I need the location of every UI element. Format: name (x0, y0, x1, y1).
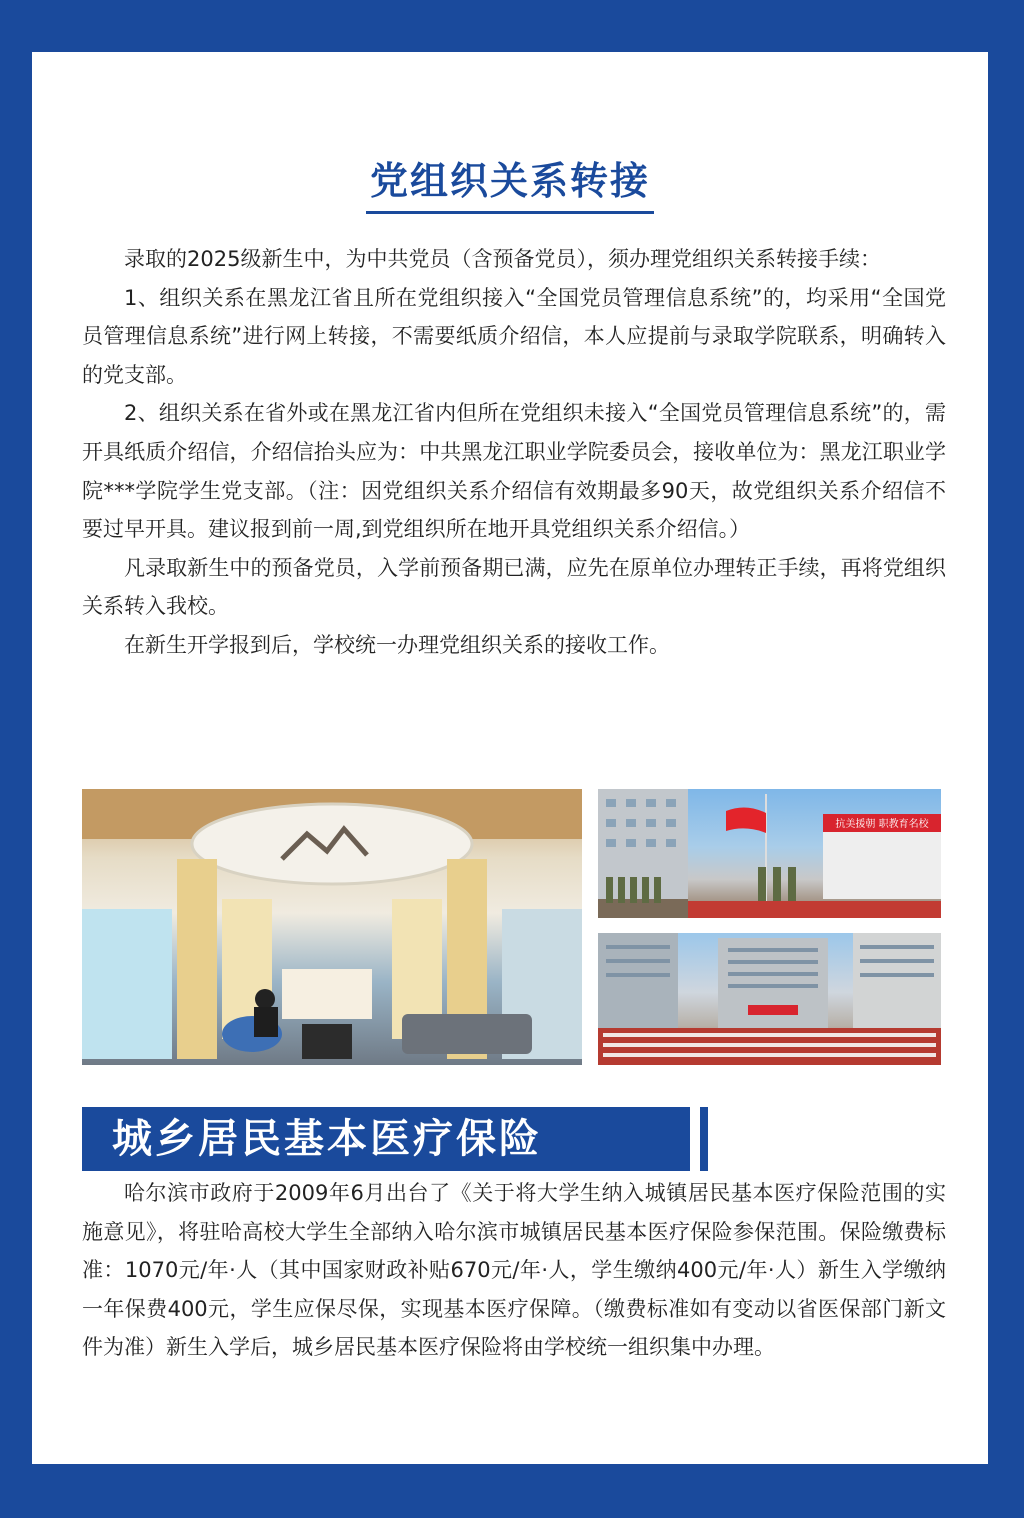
section1-body (82, 240, 946, 665)
paragraph: 录取的2025级新生中，为中共党员（含预备党员），须办理党组织关系转接手续： (124, 247, 881, 271)
section1-header (32, 150, 988, 214)
section2-body (82, 1174, 946, 1367)
paragraph: 1、组织关系在黑龙江省且所在党组织接入“全国党员管理信息系统”的，均采用“全国党员管理信息系统”进行网上转接，不需要纸质介绍信，本人应提前与录取学院联系，明确转入的党支部。 (82, 285, 946, 387)
opening-ceremony-photo (598, 933, 941, 1065)
section2-banner (82, 1107, 700, 1171)
paragraph: 凡录取新生中的预备党员，入学前预备期已满，应先在原单位办理转正手续，再将党组织关系转入我校。 (82, 555, 946, 619)
section1-title: 党组织关系转接 (366, 150, 654, 214)
flag-raising-photo (598, 789, 941, 918)
library-photo (82, 789, 582, 1065)
paragraph: 在新生开学报到后，学校统一办理党组织关系的接收工作。 (124, 632, 670, 657)
flag-building-banner: 抗美援朝 职教育名校 (835, 819, 929, 830)
section2-title: 城乡居民基本医疗保险 (112, 1116, 542, 1162)
paragraph: 2、组织关系在省外或在黑龙江省内但所在党组织未接入“全国党员管理信息系统”的，需开具纸质介绍信，介绍信抬头应为：中共黑龙江职业学院委员会，接收单位为：黑龙江职业学院***学院学生党支部。（注：因党组织关系介绍信有效期最多90天，故党组织关系介绍信不要过早开具。建议报到前一周,到党组织所在地开具党组织关系介绍信。） (82, 401, 946, 542)
paragraph: 哈尔滨市政府于2009年6月出台了《关于将大学生纳入城镇居民基本医疗保险范围的实施意见》，将驻哈高校大学生全部纳入哈尔滨市城镇居民基本医疗保险参保范围。保险缴费标准：1070元/年·人（其中国家财政补贴670元/年·人，学生缴纳400元/年·人）新生入学缴纳一年保费400元，学生应保尽保，实现基本医疗保障。（缴费标准如有变动以省医保部门新文件为准）新生入学后，城乡居民基本医疗保险将由学校统一组织集中办理。 (82, 1181, 946, 1360)
poster-page (32, 52, 988, 1464)
